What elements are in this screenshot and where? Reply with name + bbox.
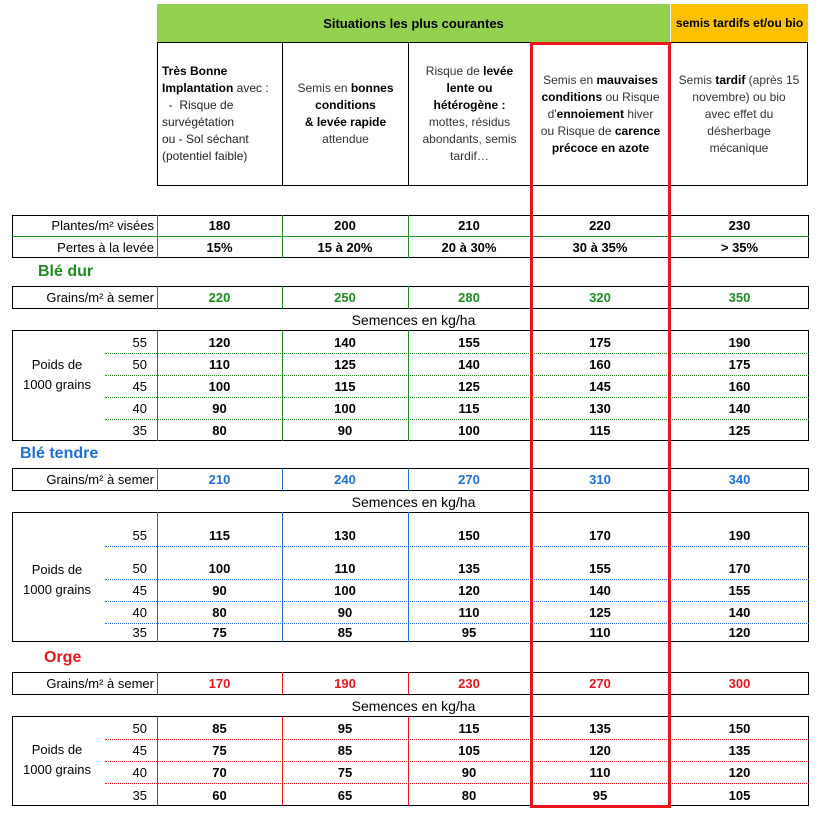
ble_tendre-weight-label: 55 [132,527,147,543]
ble_dur-grains-cell: 280 [458,290,480,305]
orge-grains-col-divider [282,672,283,695]
ble_dur-seed-cell: 100 [208,378,231,394]
ble_dur-seed-cell: 140 [458,356,480,372]
orge-seed-cell: 150 [728,720,751,736]
ble_tendre-seed-cell: 100 [208,560,231,576]
orge-grains-cell: 230 [458,676,480,691]
ble_dur-seed-cell: 160 [589,356,611,372]
ble_tendre-grains-cell: 210 [208,472,231,487]
orge-seed-cell: 85 [337,742,353,758]
ble_dur-weight-label: 45 [132,378,147,394]
ble_dur-seed-cell: 90 [212,400,227,416]
ble_dur-seed-cell: 190 [728,334,751,350]
plants-cell: 210 [458,218,480,233]
ble_dur-seed-cell: 175 [728,356,751,372]
ble_tendre-seed-cell: 130 [334,527,356,543]
plants-cell: 200 [334,218,356,233]
orge-seed-cell: 135 [589,720,611,736]
ble_tendre-seed-cell: 85 [337,624,353,640]
ble_dur-grains-cell: 320 [589,290,611,305]
ble_dur-weight-label: 55 [132,334,147,350]
orge-seed-cell: 120 [589,742,611,758]
ble_dur-seed-cell: 160 [728,378,751,394]
orge-weight-label: 45 [132,742,147,758]
ble_tendre-grains-cell: 240 [334,472,356,487]
orge-poids-label: Poids de 1000 grains [23,742,91,777]
section-title-ble-dur: Blé dur [38,263,94,280]
ble_tendre-seed-cell: 155 [728,582,751,598]
ble_dur-weight-label: 40 [132,400,147,416]
ble-tendre-seeds-caption: Semences en kg/ha [351,493,476,510]
plants-cell: 180 [208,218,231,233]
orge-seed-cell: 80 [461,787,477,803]
ble-tendre-poids-label: Poids de 1000 grains [23,562,91,597]
ble_tendre-seed-cell: 155 [589,560,611,576]
orge-grains-col-divider [670,672,671,695]
ble_tendre-seed-cell: 120 [458,582,480,598]
ble_tendre-grains-col-divider [408,468,409,491]
ble_tendre-seed-cell: 135 [458,560,480,576]
plants-label: Plantes/m² visées [51,218,154,233]
ble_tendre-seed-cell: 95 [461,624,477,640]
ble_tendre-seed-cell: 75 [212,624,227,640]
orge-weight-label: 50 [132,720,147,736]
ble_tendre-row-divider [105,546,809,547]
ble_dur-seed-cell: 115 [589,422,611,438]
ble_tendre-seed-cell: 140 [589,582,611,598]
orge-grains-label: Grains/m² à semer [46,676,154,691]
ble-tendre-grains-label: Grains/m² à semer [46,472,154,487]
ble_tendre-seed-cell: 110 [458,604,480,620]
orge-seed-cell: 65 [337,787,353,803]
ble_dur-seed-cell: 115 [334,378,356,394]
losses-cell: 15% [206,240,233,255]
orge-grains-cell: 300 [728,676,751,691]
ble_tendre-seed-cell: 80 [212,604,227,620]
ble_tendre-grains-col-divider [282,468,283,491]
orge-grains-col-divider [408,672,409,695]
ble_tendre-seed-cell: 110 [334,560,356,576]
ble_tendre-grains-cell: 310 [589,472,611,487]
ble_dur-grains-cell: 250 [334,290,356,305]
losses-cell: 20 à 30% [441,240,497,255]
ble_dur-seed-cell: 140 [728,400,751,416]
ble_dur-seed-cell: 120 [208,334,231,350]
desc-col4: Semis en mauvaises conditions ou Risque d'ennoiement hiver ou Risque de carence précoce en azote [530,42,671,186]
desc-col1: Très Bonne Implantation avec : - Risque de survégétation ou - Sol séchant (potentiel faible) [157,42,283,186]
orge-seed-cell: 115 [458,720,480,736]
section-title-ble-tendre: Blé tendre [20,445,99,462]
ble_tendre-weight-label: 45 [132,582,147,598]
desc-col3: Risque de levée lente ou hétérogène : mottes, résidus abondants, semis tardif… [408,42,531,186]
ble_tendre-seed-cell: 100 [334,582,356,598]
orge-seed-cell: 105 [458,742,480,758]
losses-cell: 15 à 20% [317,240,373,255]
ble_dur-seed-cell: 110 [209,356,230,372]
ble_tendre-seed-cell: 150 [458,527,480,543]
ble_tendre-seed-cell: 120 [728,624,751,640]
ble-dur-poids-label: Poids de 1000 grains [23,357,91,392]
orge-seed-cell: 60 [212,787,227,803]
orge-seed-cell: 105 [728,787,751,803]
ble_dur-seed-cell: 145 [589,378,611,394]
ble_dur-weight-label: 50 [132,356,147,372]
header-common-situations: Situations les plus courantes [157,4,670,42]
ble_tendre-grains-cell: 340 [728,472,751,487]
orge-seed-cell: 90 [461,764,477,780]
desc-col2: Semis en bonnes conditions & levée rapide attendue [282,42,409,186]
orge-weight-label: 40 [132,764,147,780]
losses-cell: > 35% [720,240,759,255]
ble_dur-seed-cell: 90 [337,422,353,438]
orge-seed-cell: 95 [592,787,608,803]
orge-seed-cell: 110 [589,764,611,780]
ble_tendre-seed-cell: 90 [337,604,353,620]
ble_dur-seed-cell: 155 [458,334,480,350]
orge-seed-cell: 85 [212,720,227,736]
orge-seed-cell: 120 [728,764,751,780]
ble_tendre-seed-cell: 190 [728,527,751,543]
ble_tendre-weight-label: 40 [132,604,147,620]
ble_tendre-seed-cell: 110 [589,624,611,640]
ble_tendre-seed-cell: 90 [212,582,227,598]
ble_dur-seed-cell: 125 [458,378,480,394]
orge-grains-cell: 270 [589,676,611,691]
orge-grains-cell: 190 [334,676,356,691]
losses-cell: 30 à 35% [572,240,628,255]
ble_tendre-grains-cell: 270 [458,472,480,487]
ble_dur-seed-cell: 100 [334,400,356,416]
ble_tendre-seed-cell: 125 [589,604,611,620]
ble_dur-seed-cell: 100 [458,422,480,438]
ble_tendre-weight-label: 50 [132,560,147,576]
plants-cell: 220 [589,218,611,233]
desc-col5: Semis tardif (après 15 novembre) ou bio avec effet du désherbage mécanique [670,42,808,186]
ble_tendre-weight-label: 35 [132,624,147,640]
ble_dur-grains-col-divider [282,286,283,309]
orge-seed-cell: 75 [212,742,227,758]
orge-grains-cell: 170 [208,676,231,691]
section-title-orge: Orge [44,649,82,666]
ble_dur-seed-cell: 130 [589,400,611,416]
ble_dur-grains-col-divider [408,286,409,309]
orge-seed-cell: 70 [212,764,227,780]
ble_dur-weight-label: 35 [132,422,147,438]
ble_tendre-seed-cell: 170 [728,560,751,576]
ble_dur-seed-cell: 125 [334,356,356,372]
orge-weight-label: 35 [132,787,147,803]
orge-seed-cell: 95 [337,720,353,736]
ble_dur-seed-cell: 175 [589,334,611,350]
ble_dur-grains-cell: 220 [208,290,231,305]
orge-seed-cell: 75 [337,764,353,780]
plants-cell: 230 [728,218,751,233]
ble_dur-grains-cell: 350 [728,290,751,305]
header-late-bio: semis tardifs et/ou bio [671,4,808,42]
ble_dur-seed-cell: 115 [458,400,480,416]
losses-label: Pertes à la levée [57,240,154,255]
orge-seed-cell: 135 [728,742,751,758]
ble_tendre-grains-col-divider [670,468,671,491]
ble-dur-seeds-caption: Semences en kg/ha [351,311,476,328]
ble_dur-grains-col-divider [670,286,671,309]
ble_dur-seed-cell: 125 [728,422,751,438]
orge-seeds-caption: Semences en kg/ha [351,697,476,714]
ble_tendre-seed-cell: 115 [209,527,230,543]
ble_dur-seed-cell: 80 [212,422,227,438]
ble_tendre-seed-cell: 140 [728,604,751,620]
ble_tendre-seed-cell: 170 [589,527,611,543]
ble_dur-seed-cell: 140 [334,334,356,350]
ble-dur-grains-label: Grains/m² à semer [46,290,154,305]
